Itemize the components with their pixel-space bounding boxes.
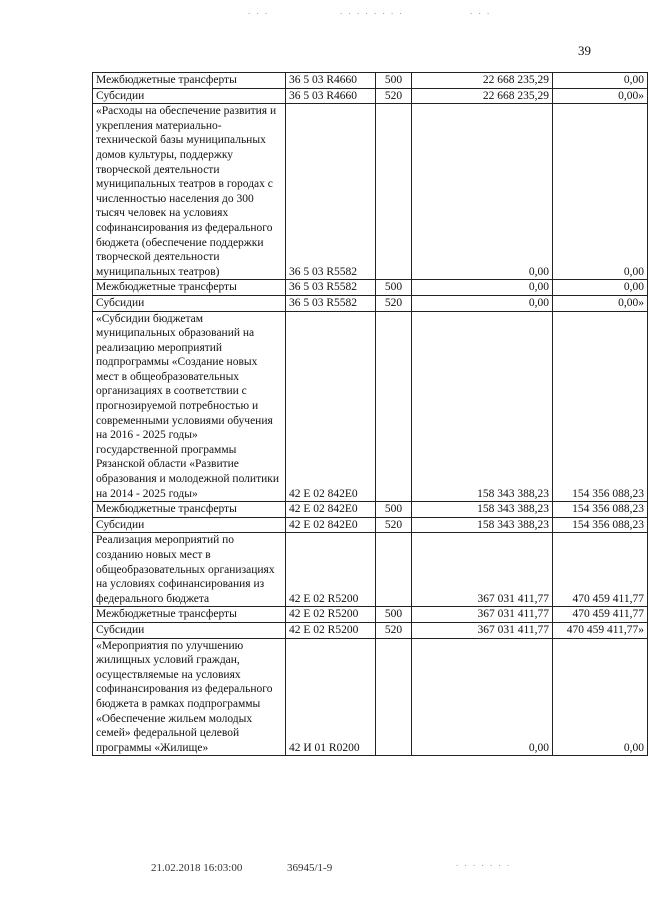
row-sum-year1: 158 343 388,23	[412, 311, 553, 502]
table-row	[93, 104, 648, 280]
row-sum-year2: 470 459 411,77	[553, 533, 648, 607]
row-expense-type: 520	[376, 622, 412, 638]
footer-date: 21.02.2018 16:03:00	[151, 862, 243, 874]
table-row	[93, 622, 648, 638]
row-name: Межбюджетные трансферты	[93, 280, 286, 296]
row-sum-year1: 22 668 235,29	[412, 88, 553, 104]
budget-table	[92, 72, 648, 756]
row-sum-year2: 0,00	[553, 280, 648, 296]
page-number: 39	[578, 43, 591, 58]
row-expense-type	[376, 638, 412, 756]
row-code: 42 Е 02 842Е0	[286, 311, 376, 502]
table-row	[93, 607, 648, 623]
row-name: Реализация мероприятий по созданию новых мест в общеобразовательных организациях на условиях софинансирования из федерального бюджета	[93, 533, 286, 607]
table-row	[93, 280, 648, 296]
row-sum-year1: 0,00	[412, 104, 553, 280]
row-name: Субсидии	[93, 88, 286, 104]
table-row	[93, 502, 648, 518]
scan-speck: . . . . . . .	[456, 858, 512, 868]
row-name: Межбюджетные трансферты	[93, 607, 286, 623]
table-row	[93, 311, 648, 502]
row-sum-year2: 154 356 088,23	[553, 311, 648, 502]
row-name: Межбюджетные трансферты	[93, 73, 286, 89]
row-sum-year1: 22 668 235,29	[412, 73, 553, 89]
row-code: 42 Е 02 R5200	[286, 622, 376, 638]
row-expense-type: 520	[376, 517, 412, 533]
row-code: 42 Е 02 842Е0	[286, 517, 376, 533]
row-code: 36 5 03 R5582	[286, 104, 376, 280]
row-expense-type: 520	[376, 295, 412, 311]
row-name: Субсидии	[93, 622, 286, 638]
row-name: «Мероприятия по улучшению жилищных условий граждан, осуществляемые на условиях софинансирования из федерального бюджета в рамках подпрограммы «Обеспечение жильем молодых семей» федеральной целевой программы «Жилище»	[93, 638, 286, 756]
row-sum-year2: 0,00	[553, 638, 648, 756]
footer-doc-number: 36945/1-9	[287, 862, 333, 874]
row-code: 36 5 03 R5582	[286, 295, 376, 311]
table-row	[93, 517, 648, 533]
row-code: 42 Е 02 842Е0	[286, 502, 376, 518]
row-expense-type: 500	[376, 73, 412, 89]
row-sum-year1: 367 031 411,77	[412, 622, 553, 638]
scan-speck: . . . . . . . .	[340, 6, 404, 16]
scan-speck: . . .	[470, 6, 492, 16]
table-row	[93, 638, 648, 756]
row-sum-year2: 470 459 411,77	[553, 607, 648, 623]
row-name: «Расходы на обеспечение развития и укрепления материально-технической базы муниципальных домов культуры, поддержку творческой деятельности муниципальных театров в городах с численностью населения до 300 тысяч человек на условиях софинансирования из федерального бюджета (обеспечение поддержки творческой деятельности муниципальных театров)	[93, 104, 286, 280]
row-sum-year1: 158 343 388,23	[412, 502, 553, 518]
row-expense-type	[376, 311, 412, 502]
row-sum-year1: 0,00	[412, 638, 553, 756]
row-code: 42 Е 02 R5200	[286, 533, 376, 607]
row-code: 36 5 03 R5582	[286, 280, 376, 296]
row-sum-year2: 0,00»	[553, 88, 648, 104]
row-code: 42 И 01 R0200	[286, 638, 376, 756]
row-code: 36 5 03 R4660	[286, 88, 376, 104]
row-sum-year1: 0,00	[412, 295, 553, 311]
table-row	[93, 533, 648, 607]
row-expense-type: 500	[376, 502, 412, 518]
row-expense-type: 500	[376, 607, 412, 623]
row-expense-type: 500	[376, 280, 412, 296]
row-sum-year1: 158 343 388,23	[412, 517, 553, 533]
row-sum-year2: 0,00	[553, 104, 648, 280]
row-sum-year1: 367 031 411,77	[412, 607, 553, 623]
row-expense-type	[376, 533, 412, 607]
row-expense-type: 520	[376, 88, 412, 104]
row-code: 36 5 03 R4660	[286, 73, 376, 89]
row-name: Субсидии	[93, 517, 286, 533]
row-sum-year1: 367 031 411,77	[412, 533, 553, 607]
row-name: «Субсидии бюджетам муниципальных образований на реализацию мероприятий подпрограммы «Создание новых мест в общеобразовательных организациях в соответствии с прогнозируемой потребностью и современными условиями обучения на 2016 - 2025 годы» государственной программы Рязанской области «Развитие образования и молодежной политики на 2014 - 2025 годы»	[93, 311, 286, 502]
row-sum-year2: 154 356 088,23	[553, 517, 648, 533]
table-row	[93, 88, 648, 104]
row-sum-year2: 470 459 411,77»	[553, 622, 648, 638]
row-sum-year2: 154 356 088,23	[553, 502, 648, 518]
row-name: Субсидии	[93, 295, 286, 311]
scan-speck: . . .	[248, 6, 270, 16]
table-row	[93, 295, 648, 311]
table-row	[93, 73, 648, 89]
row-sum-year2: 0,00	[553, 73, 648, 89]
row-expense-type	[376, 104, 412, 280]
row-name: Межбюджетные трансферты	[93, 502, 286, 518]
row-sum-year1: 0,00	[412, 280, 553, 296]
row-sum-year2: 0,00»	[553, 295, 648, 311]
row-code: 42 Е 02 R5200	[286, 607, 376, 623]
